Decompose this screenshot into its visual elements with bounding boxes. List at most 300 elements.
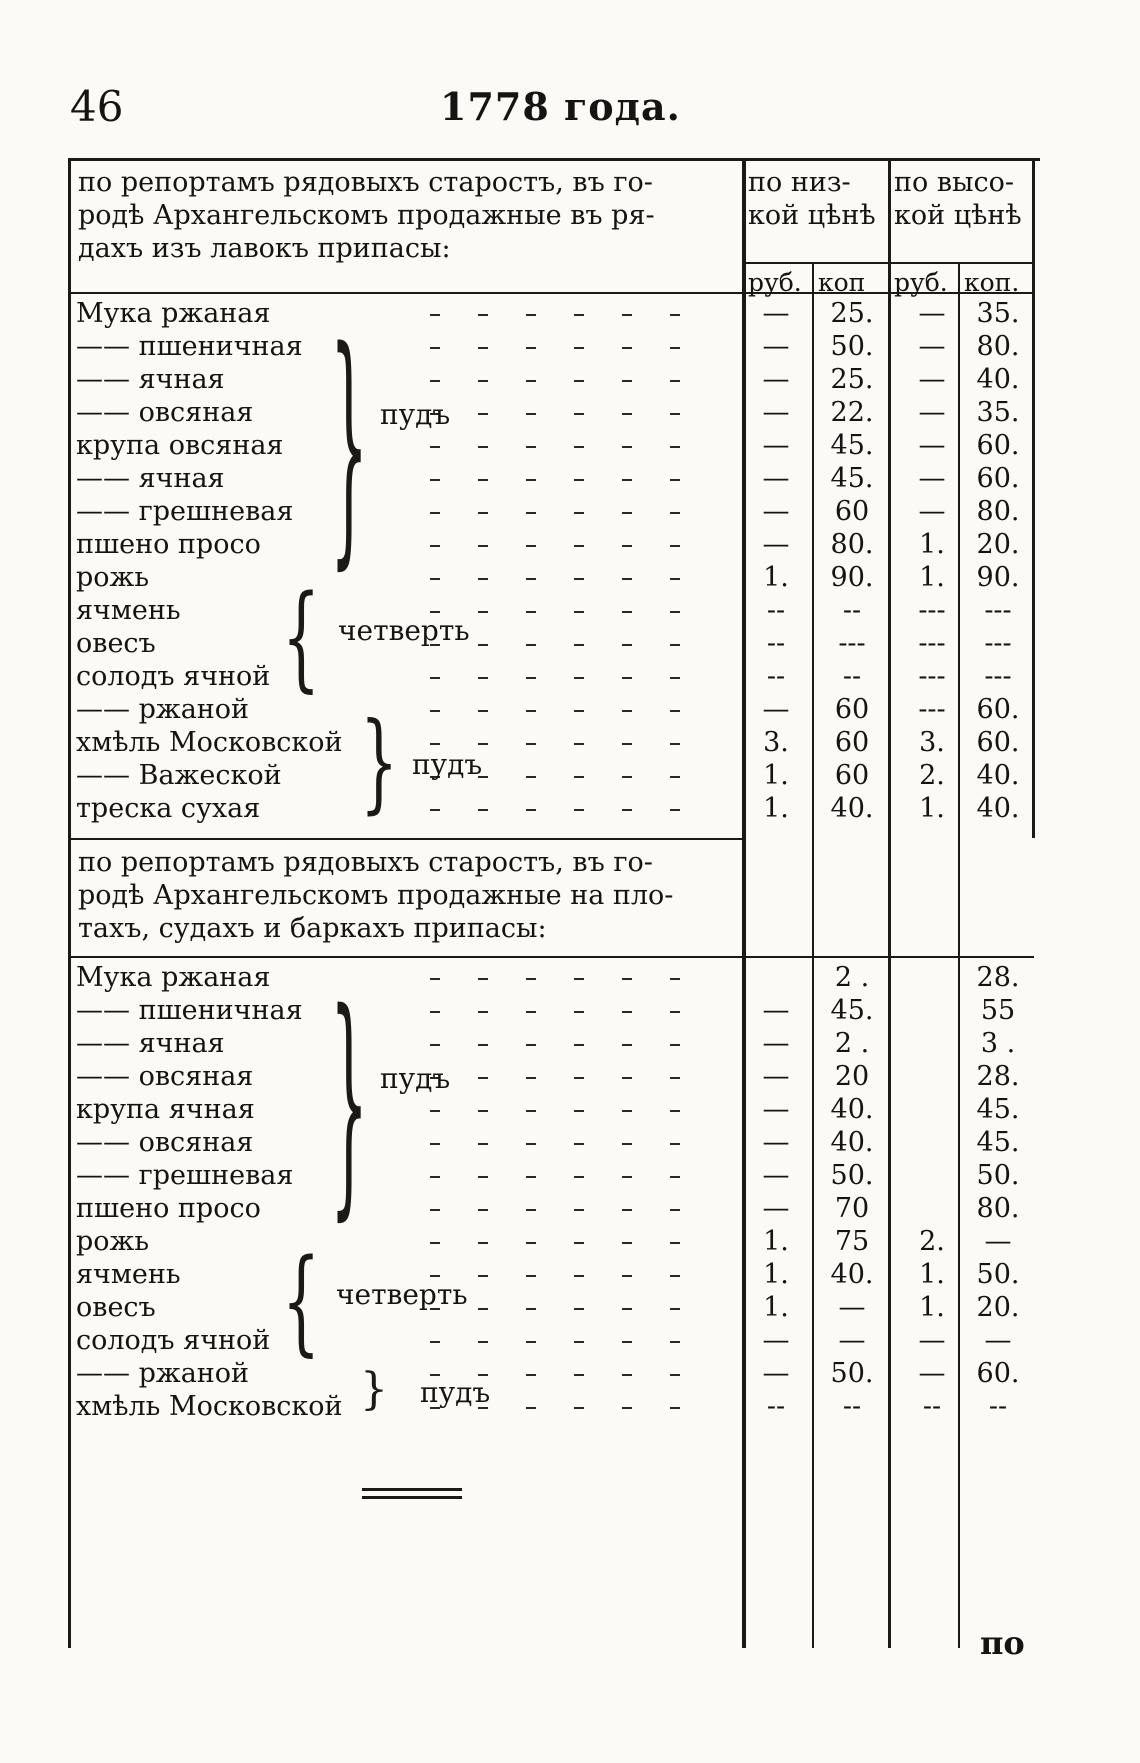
leader-dash [430,380,440,382]
leader-dash [526,1110,536,1112]
item-name: Мука ржаная [76,962,271,993]
leader-dash [574,1176,584,1178]
leader-dash [478,1308,488,1310]
item-name: овесъ [76,1292,156,1323]
table-row [0,1292,1140,1324]
kop-high-value: 35. [976,298,1020,329]
rub-low-value: -- [766,595,786,626]
kop-low-value: 45. [830,463,874,494]
leader-dash [478,677,488,679]
leader-dash [670,809,680,811]
item-name: хмѣль Московской [76,1391,343,1422]
leader-dash [478,1077,488,1079]
leader-dash [622,380,632,382]
section2-unit-chetvert: четверть [336,1278,468,1311]
rub-low-value: — [762,463,790,494]
rub-low-value: — [762,1094,790,1125]
item-name: хмѣль Московской [76,727,343,758]
unit-rub-low: руб. [748,268,802,297]
leader-dash [670,611,680,613]
kop-low-value: 75 [834,1226,870,1257]
header-rule-under-price-heads [742,262,1034,264]
leader-dash [574,347,584,349]
table-row [0,793,1140,825]
leader-dash [430,1209,440,1211]
leader-dash [574,314,584,316]
rub-high-value: — [918,364,946,395]
leader-dash [622,1011,632,1013]
rub-high-value: — [918,331,946,362]
leader-dash [478,1143,488,1145]
unit-rub-high: руб. [894,268,948,297]
kop-high-value: --- [984,661,1012,692]
kop-low-value: 70 [834,1193,870,1224]
item-name: —— Важеской [76,760,282,791]
leader-dash [478,1242,488,1244]
leader-dash [478,512,488,514]
rub-high-value: — [918,496,946,527]
table-row [0,628,1140,660]
kop-low-value: -- [842,595,862,626]
kop-low-value: 50. [830,1160,874,1191]
rub-high-value: — [918,1325,946,1356]
rub-high-value: 1. [919,562,945,593]
leader-dash [430,743,440,745]
leader-dash [526,380,536,382]
rub-high-value: — [918,430,946,461]
leader-dash [478,611,488,613]
leader-dash [430,578,440,580]
kop-high-value: -- [988,1391,1008,1422]
leader-dash [670,978,680,980]
brace-section1-chetvert: { [282,572,321,705]
kop-low-value: -- [842,661,862,692]
rub-low-value: — [762,1028,790,1059]
leader-dash [526,446,536,448]
leader-dash [430,710,440,712]
leader-dash [670,1242,680,1244]
leader-dash [526,1209,536,1211]
item-name: пшено просо [76,1193,261,1224]
leader-dash [670,644,680,646]
leader-dash [622,545,632,547]
rub-low-value: — [762,1061,790,1092]
kop-low-value: --- [838,628,866,659]
leader-dash [574,611,584,613]
kop-low-value: 25. [830,298,874,329]
rub-low-value: 1. [763,1292,789,1323]
item-name: солодъ ячной [76,1325,271,1356]
leader-dash [670,1176,680,1178]
table-row [0,562,1140,594]
rub-low-value: — [762,1193,790,1224]
leader-dash [670,512,680,514]
item-name: солодъ ячной [76,661,271,692]
leader-dash [574,776,584,778]
item-name: —— ячная [76,364,225,395]
leader-dash [526,1275,536,1277]
leader-dash [622,1143,632,1145]
leader-dash [574,743,584,745]
kop-low-value: — [838,1325,866,1356]
rub-low-value: — [762,995,790,1026]
item-name: овесъ [76,628,156,659]
leader-dash [574,1110,584,1112]
leader-dash [574,1308,584,1310]
leader-dash [478,1176,488,1178]
end-double-rule-bottom [362,1496,462,1499]
leader-dash [670,1044,680,1046]
kop-high-value: 50. [976,1259,1020,1290]
leader-dash [670,1341,680,1343]
leader-dash [478,1341,488,1343]
leader-dash [670,1308,680,1310]
low-price-head-line1: по низ- [748,167,851,198]
kop-high-value: 90. [976,562,1020,593]
leader-dash [526,479,536,481]
running-title: 1778 года. [440,84,681,129]
kop-high-value: — [984,1325,1012,1356]
table-row [0,1094,1140,1126]
leader-dash [670,1374,680,1376]
rub-low-value: 3. [763,727,789,758]
kop-high-value: 80. [976,331,1020,362]
rub-low-value: 1. [763,793,789,824]
item-name: крупа овсяная [76,430,284,461]
section1-heading-line3: дахъ изъ лавокъ припасы: [78,233,451,264]
high-price-head-line2: кой цѣнѣ [894,200,1022,231]
rub-high-value: -- [922,1391,942,1422]
leader-dash [670,1110,680,1112]
leader-dash [478,347,488,349]
leader-dash [574,1407,584,1409]
table-row [0,463,1140,495]
leader-dash [670,347,680,349]
kop-high-value: 55 [980,995,1016,1026]
leader-dash [670,380,680,382]
item-name: —— ячная [76,1028,225,1059]
leader-dash [526,677,536,679]
item-name: —— ячная [76,463,225,494]
kop-high-value: 60. [976,1358,1020,1389]
leader-dash [574,479,584,481]
leader-dash [622,1176,632,1178]
section2-unit-pud-2: пудъ [420,1376,491,1409]
high-price-head [894,166,1022,232]
leader-dash [430,479,440,481]
leader-dash [430,1044,440,1046]
item-name: —— ржаной [76,1358,250,1389]
kop-high-value: 50. [976,1160,1020,1191]
leader-dash [622,413,632,415]
table-row [0,1259,1140,1291]
rub-low-value: 1. [763,760,789,791]
section1-heading [78,166,738,265]
kop-low-value: 45. [830,995,874,1026]
table-row [0,1358,1140,1390]
rub-high-value: --- [918,628,946,659]
leader-dash [430,978,440,980]
leader-dash [526,1176,536,1178]
page-number: 46 [70,82,124,131]
leader-dash [670,1011,680,1013]
rub-low-value: 1. [763,562,789,593]
leader-dash [430,1275,440,1277]
high-price-head-line1: по высо- [894,167,1015,198]
item-name: рожь [76,562,150,593]
rub-low-value: — [762,331,790,362]
unit-kop-low: коп [818,268,866,297]
leader-dash [430,1011,440,1013]
kop-low-value: 60 [834,496,870,527]
leader-dash [478,1044,488,1046]
item-name: ячмень [76,595,181,626]
table-row [0,962,1140,994]
leader-dash [526,710,536,712]
leader-dash [574,1143,584,1145]
kop-low-value: 20 [834,1061,870,1092]
table-row [0,694,1140,726]
item-name: —— пшеничная [76,995,303,1026]
kop-high-value: 60. [976,463,1020,494]
leader-dash [526,743,536,745]
table-row [0,1391,1140,1423]
kop-low-value: 60 [834,727,870,758]
low-price-head-line2: кой цѣнѣ [748,200,876,231]
leader-dash [430,1341,440,1343]
table-row [0,1226,1140,1258]
section1-heading-line1: по репортамъ рядовыхъ старостъ, въ го- [78,167,653,198]
leader-dash [526,1044,536,1046]
leader-dash [526,347,536,349]
kop-high-value: 80. [976,496,1020,527]
rub-high-value: --- [918,694,946,725]
leader-dash [670,578,680,580]
table-row [0,496,1140,528]
rub-low-value: 1. [763,1259,789,1290]
leader-dash [622,809,632,811]
table-row [0,1061,1140,1093]
leader-dash [526,978,536,980]
leader-dash [622,1209,632,1211]
kop-low-value: 50. [830,331,874,362]
leader-dash [526,1341,536,1343]
rub-high-value: 1. [919,793,945,824]
leader-dash [574,978,584,980]
kop-low-value: -- [842,1391,862,1422]
kop-high-value: 45. [976,1127,1020,1158]
leader-dash [526,1143,536,1145]
leader-dash [478,1011,488,1013]
brace-section2-pud: } [330,964,369,1244]
kop-low-value: 90. [830,562,874,593]
section2-unit-pud: пудъ [380,1062,451,1095]
leader-dash [526,314,536,316]
leader-dash [574,380,584,382]
rub-low-value: — [762,1127,790,1158]
rub-low-value: — [762,397,790,428]
leader-dash [574,809,584,811]
section2-heading-line2: родѣ Архангельскомъ продажные на пло- [78,880,674,911]
leader-dash [574,1242,584,1244]
rub-low-value: — [762,298,790,329]
leader-dash [574,545,584,547]
kop-high-value: 60. [976,727,1020,758]
rub-low-value: — [762,430,790,461]
rub-low-value: -- [766,628,786,659]
leader-dash [622,347,632,349]
section1-heading-line2: родѣ Архангельскомъ продажные въ ря- [78,200,655,231]
leader-dash [526,1077,536,1079]
rub-low-value: — [762,529,790,560]
leader-dash [622,1275,632,1277]
table-row [0,1160,1140,1192]
leader-dash [478,545,488,547]
kop-high-value: 80. [976,1193,1020,1224]
brace-section2-chetvert: { [282,1236,321,1369]
kop-high-value: 3 . [980,1028,1016,1059]
section1-unit-pud-2: пудъ [412,748,483,781]
unit-kop-high: коп. [964,268,1020,297]
kop-low-value: 22. [830,397,874,428]
leader-dash [622,677,632,679]
kop-high-value: 28. [976,1061,1020,1092]
kop-high-value: — [984,1226,1012,1257]
leader-dash [478,743,488,745]
kop-high-value: 60. [976,694,1020,725]
leader-dash [670,677,680,679]
leader-dash [478,413,488,415]
item-name: крупа ячная [76,1094,255,1125]
leader-dash [670,1209,680,1211]
leader-dash [526,1242,536,1244]
rub-low-value: -- [766,661,786,692]
leader-dash [526,1374,536,1376]
table-row [0,661,1140,693]
leader-dash [430,314,440,316]
leader-dash [622,1110,632,1112]
leader-dash [478,1209,488,1211]
table-row [0,995,1140,1027]
kop-low-value: 40. [830,793,874,824]
section2-heading-line3: тахъ, судахъ и баркахъ припасы: [78,913,547,944]
leader-dash [430,446,440,448]
end-double-rule-top [362,1488,462,1491]
table-row [0,595,1140,627]
rub-low-value: — [762,364,790,395]
leader-dash [622,479,632,481]
leader-dash [574,578,584,580]
leader-dash [526,776,536,778]
table-row [0,397,1140,429]
leader-dash [526,578,536,580]
leader-dash [574,512,584,514]
item-name: ячмень [76,1259,181,1290]
leader-dash [478,479,488,481]
leader-dash [526,1407,536,1409]
leader-dash [622,1374,632,1376]
leader-dash [430,611,440,613]
leader-dash [574,710,584,712]
leader-dash [574,677,584,679]
item-name: —— овсяная [76,1127,254,1158]
leader-dash [622,314,632,316]
item-name: Мука ржаная [76,298,271,329]
leader-dash [670,1275,680,1277]
rub-high-value: — [918,1358,946,1389]
leader-dash [430,1143,440,1145]
leader-dash [430,1110,440,1112]
leader-dash [430,809,440,811]
rub-high-value: 1. [919,1259,945,1290]
header-rule-section2 [70,956,1034,958]
leader-dash [478,578,488,580]
table-row [0,1127,1140,1159]
low-price-head [748,166,876,232]
table-row [0,430,1140,462]
rub-high-value: 3. [919,727,945,758]
table-row [0,331,1140,363]
leader-dash [670,479,680,481]
leader-dash [430,1176,440,1178]
kop-low-value: 40. [830,1127,874,1158]
leader-dash [622,1044,632,1046]
kop-low-value: 2 . [834,1028,870,1059]
catchword: по [980,1624,1025,1662]
leader-dash [574,446,584,448]
leader-dash [526,644,536,646]
leader-dash [670,446,680,448]
brace-section1-pud: } [330,300,369,594]
leader-dash [574,1341,584,1343]
kop-low-value: 45. [830,430,874,461]
leader-dash [670,413,680,415]
item-name: —— грешневая [76,1160,294,1191]
item-name: пшено просо [76,529,261,560]
leader-dash [478,978,488,980]
leader-dash [622,512,632,514]
leader-dash [574,1209,584,1211]
table-row [0,529,1140,561]
kop-low-value: 25. [830,364,874,395]
item-name: —— грешневая [76,496,294,527]
rub-low-value: — [762,694,790,725]
leader-dash [430,545,440,547]
kop-high-value: 35. [976,397,1020,428]
kop-low-value: 80. [830,529,874,560]
table-row [0,727,1140,759]
rub-high-value: --- [918,661,946,692]
leader-dash [622,611,632,613]
leader-dash [478,1110,488,1112]
kop-high-value: 40. [976,793,1020,824]
leader-dash [526,512,536,514]
item-name: —— овсяная [76,1061,254,1092]
table-row [0,1028,1140,1060]
leader-dash [670,1407,680,1409]
leader-dash [430,677,440,679]
brace-section2-pud-2: } [360,1364,388,1415]
kop-low-value: 60 [834,694,870,725]
table-row [0,1325,1140,1357]
table-top-rule [70,158,1040,161]
rub-low-value: -- [766,1391,786,1422]
kop-high-value: --- [984,595,1012,626]
leader-dash [670,743,680,745]
kop-high-value: --- [984,628,1012,659]
kop-low-value: 40. [830,1259,874,1290]
kop-high-value: 40. [976,364,1020,395]
